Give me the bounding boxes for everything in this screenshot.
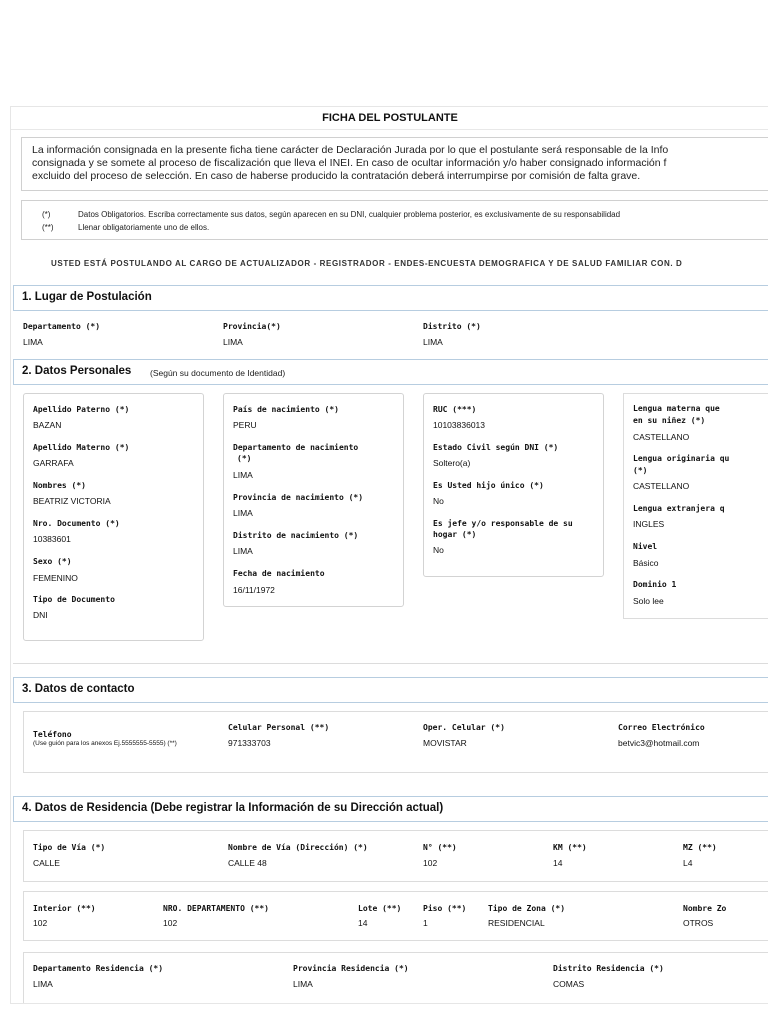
- km-label: KM (**): [553, 843, 587, 852]
- tipo-documento-label: Tipo de Documento: [33, 595, 115, 604]
- ruc-value: 10103836013: [433, 420, 486, 430]
- section-2-title: 2. Datos Personales: [22, 365, 132, 377]
- departamento-value: LIMA: [23, 337, 43, 347]
- section-2-divider: [13, 663, 768, 664]
- dominio-value: Solo lee: [633, 596, 664, 606]
- nombres-value: BEATRIZ VICTORIA: [33, 496, 111, 506]
- hijo-unico-value: No: [433, 496, 444, 506]
- distrito-nacimiento-label: Distrito de nacimiento (*): [233, 531, 359, 540]
- apellido-materno-label: Apellido Materno (*): [33, 443, 130, 452]
- mz-label: MZ (**): [683, 843, 717, 852]
- section-1-title: 1. Lugar de Postulación: [22, 291, 152, 303]
- lengua-originaria-value: CASTELLANO: [633, 481, 690, 491]
- estado-civil-value: Soltero(a): [433, 458, 471, 468]
- departamento-label: Departamento (*): [23, 322, 101, 331]
- residence-box-3: [23, 952, 768, 1004]
- notes-box: [21, 200, 768, 240]
- operador-label: Oper. Celular (*): [423, 723, 505, 732]
- section-4-title: 4. Datos de Residencia (Debe registrar la Información de su Dirección actual): [22, 802, 444, 814]
- distrito-nacimiento-value: LIMA: [233, 546, 253, 556]
- lengua-extranjera-value: INGLES: [633, 519, 665, 529]
- estado-civil-label: Estado Civil según DNI (*): [433, 443, 559, 452]
- section-2-subtitle: (Según su documento de Identidad): [150, 368, 286, 378]
- section-2-header: [13, 359, 768, 385]
- residence-box-1: [23, 830, 768, 882]
- provincia-nacimiento-label: Provincia de nacimiento (*): [233, 493, 364, 502]
- tipo-zona-label: Tipo de Zona (*): [488, 904, 566, 913]
- note-text-1: Datos Obligatorios. Escriba correctamente sus datos, según aparecen en su DNI, cualquier problema posterior, es exclusivamente de su responsabilidad: [78, 210, 621, 219]
- nombre-via-label: Nombre de Vía (Dirección) (*): [228, 843, 368, 852]
- nro-documento-label: Nro. Documento (*): [33, 519, 120, 528]
- pais-nacimiento-label: País de nacimiento (*): [233, 405, 339, 414]
- departamento-nacimiento-label: Departamento de nacimiento: [233, 443, 359, 452]
- jefe-hogar-value: No: [433, 545, 444, 555]
- lengua-originaria-label-2: (*): [633, 466, 648, 475]
- lengua-materna-label-2: en su niñez (*): [633, 416, 706, 425]
- declaration-line-2: consignada y se somete al proceso de fiscalización que lleva el INEI. En caso de ocultar información y/o haber consignado información f: [32, 157, 667, 169]
- apellido-materno-value: GARRAFA: [33, 458, 74, 468]
- departamento-nacimiento-value: LIMA: [233, 470, 253, 480]
- sexo-label: Sexo (*): [33, 557, 72, 566]
- numero-value: 102: [423, 858, 438, 868]
- lengua-originaria-label: Lengua originaria qu: [633, 454, 730, 463]
- distrito-value: LIMA: [423, 337, 443, 347]
- page-title: FICHA DEL POSTULANTE: [11, 107, 768, 130]
- apellido-paterno-value: BAZAN: [33, 420, 62, 430]
- tipo-documento-value: DNI: [33, 610, 48, 620]
- nro-departamento-value: 102: [163, 918, 178, 928]
- note-mark-2: (**): [42, 223, 54, 232]
- jefe-hogar-label: Es jefe y/o responsable de su: [433, 519, 573, 528]
- departamento-residencia-value: LIMA: [33, 979, 53, 989]
- nro-documento-value: 10383601: [33, 534, 71, 544]
- lengua-extranjera-label: Lengua extranjera q: [633, 504, 725, 513]
- celular-value: 971333703: [228, 738, 271, 748]
- distrito-residencia-value: COMAS: [553, 979, 585, 989]
- pais-nacimiento-value: PERU: [233, 420, 257, 430]
- section-4-header: [13, 796, 768, 822]
- lote-value: 14: [358, 918, 368, 928]
- section-1-header: [13, 285, 768, 311]
- declaration-line-3: excluido del proceso de selección. En caso de haberse producido la contratación deberá interrumpirse por comisión de falta grave.: [32, 170, 641, 182]
- provincia-nacimiento-value: LIMA: [233, 508, 253, 518]
- provincia-label: Provincia(*): [223, 322, 281, 331]
- declaration-line-1: La información consignada en la presente ficha tiene carácter de Declaración Jurada por lo que el postulante será responsable de la Info: [32, 144, 669, 156]
- note-mark-1: (*): [42, 210, 51, 219]
- sexo-value: FEMENINO: [33, 573, 78, 583]
- piso-value: 1: [423, 918, 428, 928]
- cargo-banner: USTED ESTÁ POSTULANDO AL CARGO DE ACTUALIZADOR - REGISTRADOR - ENDES-ENCUESTA DEMOGRAFICA Y DE SALUD FAMILIAR CON. D: [51, 259, 683, 268]
- nombre-zona-value: OTROS: [683, 918, 714, 928]
- declaration-box: [21, 137, 768, 191]
- departamento-nacimiento-label-2: (*): [237, 454, 252, 463]
- departamento-residencia-label: Departamento Residencia (*): [33, 964, 164, 973]
- tipo-via-value: CALLE: [33, 858, 60, 868]
- telefono-label: Teléfono: [33, 730, 72, 739]
- tipo-zona-value: RESIDENCIAL: [488, 918, 545, 928]
- distrito-residencia-label: Distrito Residencia (*): [553, 964, 664, 973]
- provincia-value: LIMA: [223, 337, 243, 347]
- correo-value: betvic3@hotmail.com: [618, 738, 700, 748]
- provincia-residencia-value: LIMA: [293, 979, 313, 989]
- celular-label: Celular Personal (**): [228, 723, 330, 732]
- ruc-label: RUC (***): [433, 405, 477, 414]
- numero-label: N° (**): [423, 843, 457, 852]
- lengua-materna-label: Lengua materna que: [633, 404, 720, 413]
- tipo-via-label: Tipo de Vía (*): [33, 843, 106, 852]
- nombres-label: Nombres (*): [33, 481, 86, 490]
- fecha-nacimiento-value: 16/11/1972: [233, 585, 275, 595]
- fecha-nacimiento-label: Fecha de nacimiento: [233, 569, 325, 578]
- residence-box-2: [23, 891, 768, 941]
- interior-value: 102: [33, 918, 48, 928]
- interior-label: Interior (**): [33, 904, 96, 913]
- form-page: [10, 106, 768, 1004]
- hijo-unico-label: Es Usted hijo único (*): [433, 481, 544, 490]
- nivel-value: Básico: [633, 558, 659, 568]
- nombre-zona-label: Nombre Zo: [683, 904, 727, 913]
- jefe-hogar-label-2: hogar (*): [433, 530, 477, 539]
- mz-value: L4: [683, 858, 693, 868]
- dominio-label: Dominio 1: [633, 580, 677, 589]
- nro-departamento-label: NRO. DEPARTAMENTO (**): [163, 904, 269, 913]
- nivel-label: Nivel: [633, 542, 658, 551]
- section-3-title: 3. Datos de contacto: [22, 683, 135, 695]
- km-value: 14: [553, 858, 563, 868]
- distrito-label: Distrito (*): [423, 322, 481, 331]
- lengua-materna-value: CASTELLANO: [633, 432, 690, 442]
- piso-label: Piso (**): [423, 904, 467, 913]
- apellido-paterno-label: Apellido Paterno (*): [33, 405, 130, 414]
- declaration-text: [32, 144, 752, 183]
- section-3-header: [13, 677, 768, 703]
- lote-label: Lote (**): [358, 904, 402, 913]
- note-text-2: Llenar obligatoriamente uno de ellos.: [78, 223, 210, 232]
- telefono-hint: (Use guión para los anexos Ej.5555555-5555) (**): [33, 740, 177, 747]
- provincia-residencia-label: Provincia Residencia (*): [293, 964, 409, 973]
- operador-value: MOVISTAR: [423, 738, 467, 748]
- correo-label: Correo Electrónico: [618, 723, 705, 732]
- nombre-via-value: CALLE 48: [228, 858, 267, 868]
